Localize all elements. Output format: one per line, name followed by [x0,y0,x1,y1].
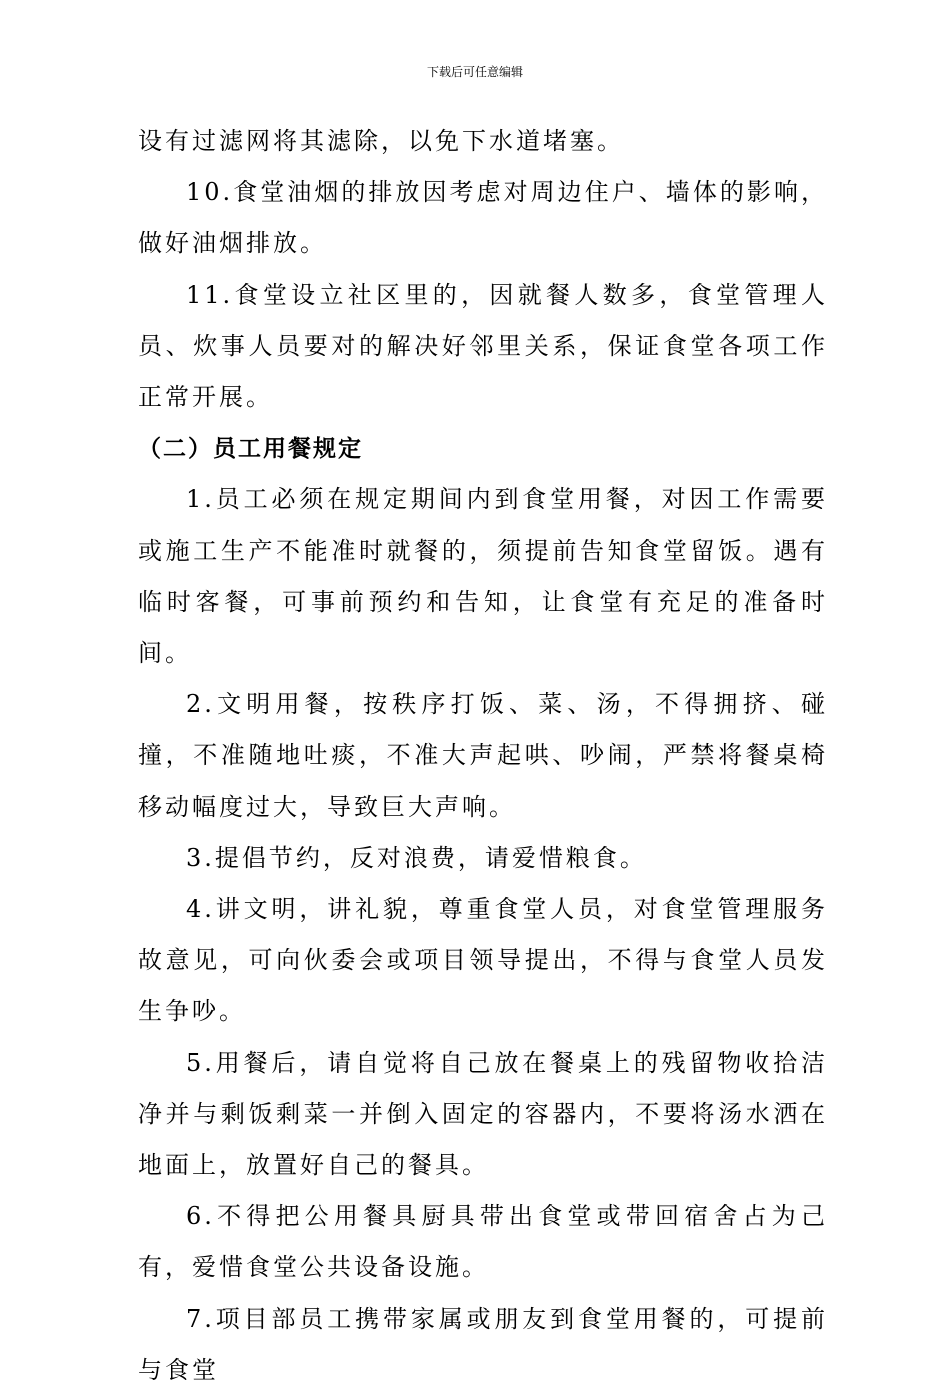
section-heading: （二）员工用餐规定 [138,435,363,463]
rule-item-2: 2.文明用餐，按秩序打饭、菜、汤，不得拥挤、碰撞，不准随地吐痰，不准大声起哄、吵闹，严禁将餐桌椅移动幅度过大，导致巨大声响。 [138,690,828,821]
page-header: 下载后可任意编辑 [426,65,523,79]
paragraph-item-10: 10.食堂油烟的排放因考虑对周边住户、墙体的影响，做好油烟排放。 [138,178,828,258]
paragraph-continuation: 设有过滤网将其滤除，以免下水道堵塞。 [138,127,624,155]
rule-item-7: 7.项目部员工携带家属或朋友到食堂用餐的，可提前与食堂 [138,1304,828,1384]
rule-item-3: 3.提倡节约，反对浪费，请爱惜粮食。 [186,843,647,872]
rule-item-5: 5.用餐后，请自觉将自己放在餐桌上的残留物收拾洁净并与剩饭剩菜一并倒入固定的容器内，不要将汤水洒在地面上，放置好自己的餐具。 [138,1048,828,1180]
paragraph-item-11: 11.食堂设立社区里的，因就餐人数多，食堂管理人员、炊事人员要对的解决好邻里关系，保证食堂各项工作正常开展。 [138,280,828,412]
rule-item-4: 4.讲文明，讲礼貌，尊重食堂人员，对食堂管理服务故意见，可向伙委会或项目领导提出，不得与食堂人员发生争吵。 [138,895,828,1026]
document-body [138,116,828,1396]
rule-item-1: 1.员工必须在规定期间内到食堂用餐，对因工作需要或施工生产不能准时就餐的，须提前告知食堂留饭。遇有临时客餐，可事前预约和告知，让食堂有充足的准备时间。 [138,485,828,668]
rule-item-6: 6.不得把公用餐具厨具带出食堂或带回宿舍占为己有，爱惜食堂公共设备设施。 [138,1202,828,1282]
